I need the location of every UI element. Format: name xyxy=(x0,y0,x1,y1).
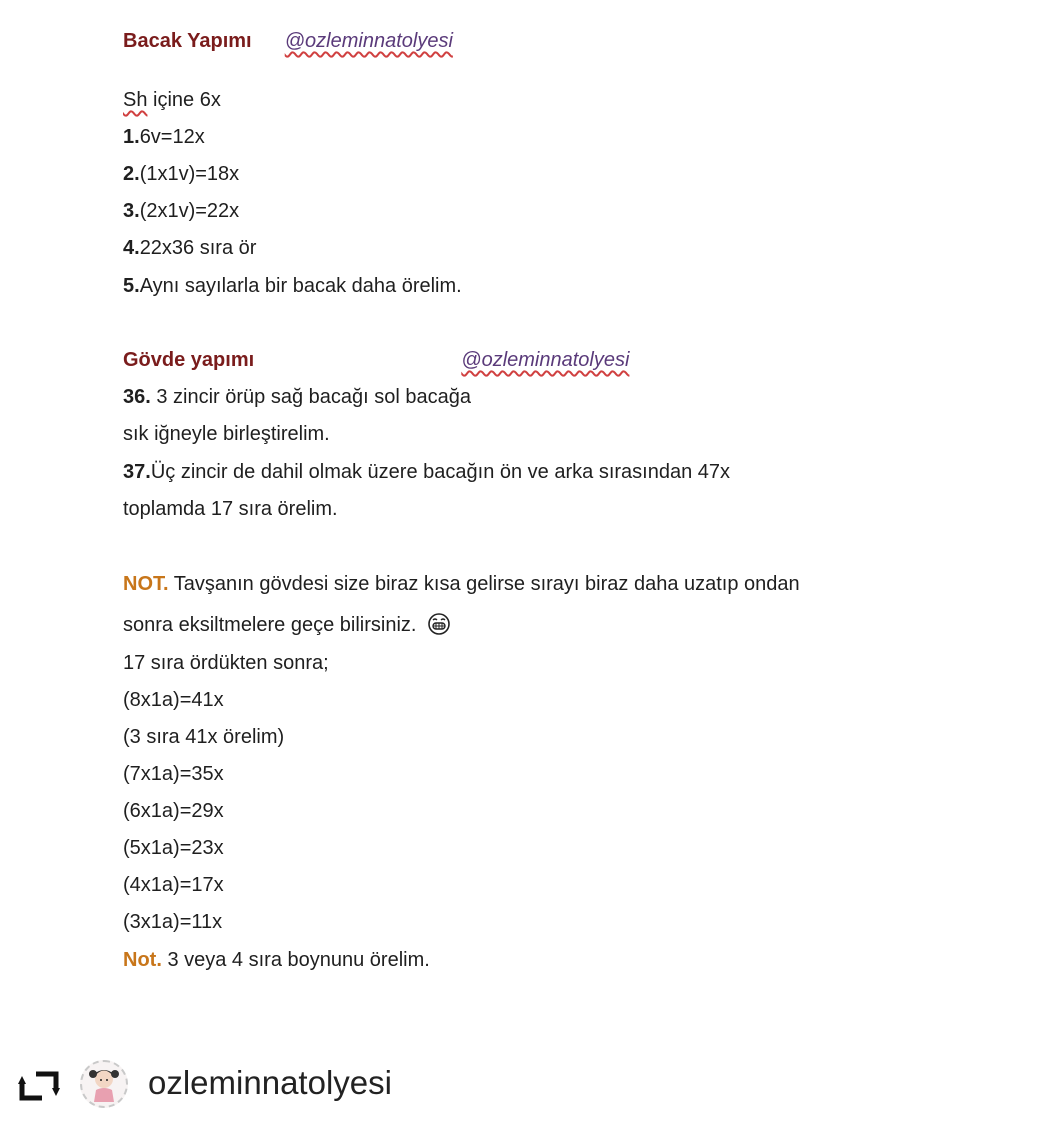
avatar[interactable] xyxy=(80,1060,128,1108)
step-text: (1x1v)=18x xyxy=(139,163,240,185)
step-line xyxy=(123,235,256,261)
step37-number: 37. xyxy=(123,461,151,483)
list-item: (3 sıra 41x örelim) xyxy=(123,726,285,748)
section2-header xyxy=(123,347,629,373)
note-text: Tavşanın gövdesi size biraz kısa gelirse sırayı biraz daha uzatıp ondan xyxy=(168,573,800,595)
doll-avatar-icon xyxy=(82,1062,126,1106)
list-item: (3x1a)=11x xyxy=(123,911,223,933)
step-number: 3. xyxy=(123,200,140,222)
list-item: (6x1a)=29x xyxy=(123,800,224,822)
intro-rest: içine 6x xyxy=(147,89,221,111)
section1-intro xyxy=(123,87,221,113)
step-number: 4. xyxy=(123,237,140,259)
step-text: Aynı sayılarla bir bacak daha örelim. xyxy=(139,275,462,297)
list-item: (7x1a)=35x xyxy=(123,763,224,785)
section2-title: Gövde yapımı xyxy=(123,349,255,371)
step37-line2: toplamda 17 sıra örelim. xyxy=(123,498,338,520)
step-line xyxy=(123,124,205,150)
step36-line2: sık iğneyle birleştirelim. xyxy=(123,423,330,445)
repost-icon[interactable] xyxy=(18,1068,60,1104)
step37-text: Üç zincir de dahil olmak üzere bacağın ön ve arka sırasından 47x xyxy=(150,461,731,483)
note-line2 xyxy=(123,612,450,638)
step36-text: 3 zincir örüp sağ bacağı sol bacağa xyxy=(150,386,472,408)
step-number: 1. xyxy=(123,126,140,148)
step-line xyxy=(123,273,462,299)
list-item: (4x1a)=17x xyxy=(123,874,224,896)
list-item: (5x1a)=23x xyxy=(123,837,224,859)
step-text: 22x36 sıra ör xyxy=(139,237,257,259)
final-note xyxy=(123,947,430,973)
step-line xyxy=(123,161,239,187)
intro-word: Sh xyxy=(123,89,148,111)
final-note-text: 3 veya 4 sıra boynunu örelim. xyxy=(161,949,430,971)
section1-handle: @ozleminnatolyesi xyxy=(284,30,453,52)
step36-line1 xyxy=(123,384,471,410)
step37-line1 xyxy=(123,459,730,485)
grimacing-face-icon xyxy=(428,613,450,635)
note-line1 xyxy=(123,571,800,597)
final-note-label: Not. xyxy=(123,949,162,971)
step-number: 2. xyxy=(123,163,140,185)
section1-header xyxy=(123,28,453,54)
step-number: 5. xyxy=(123,275,140,297)
step36-number: 36. xyxy=(123,386,151,408)
note-text-2: sonra eksiltmelere geçe bilirsiniz. xyxy=(123,614,417,636)
step-text: 6v=12x xyxy=(139,126,205,148)
username[interactable]: ozleminnatolyesi xyxy=(148,1064,392,1101)
section2-handle: @ozleminnatolyesi xyxy=(461,349,630,371)
list-item: (8x1a)=41x xyxy=(123,689,224,711)
list-item: 17 sıra ördükten sonra; xyxy=(123,652,329,674)
section1-title: Bacak Yapımı xyxy=(123,30,252,52)
note-label: NOT. xyxy=(123,573,169,595)
repost-footer xyxy=(0,1040,1046,1122)
step-line xyxy=(123,198,239,224)
step-text: (2x1v)=22x xyxy=(139,200,240,222)
